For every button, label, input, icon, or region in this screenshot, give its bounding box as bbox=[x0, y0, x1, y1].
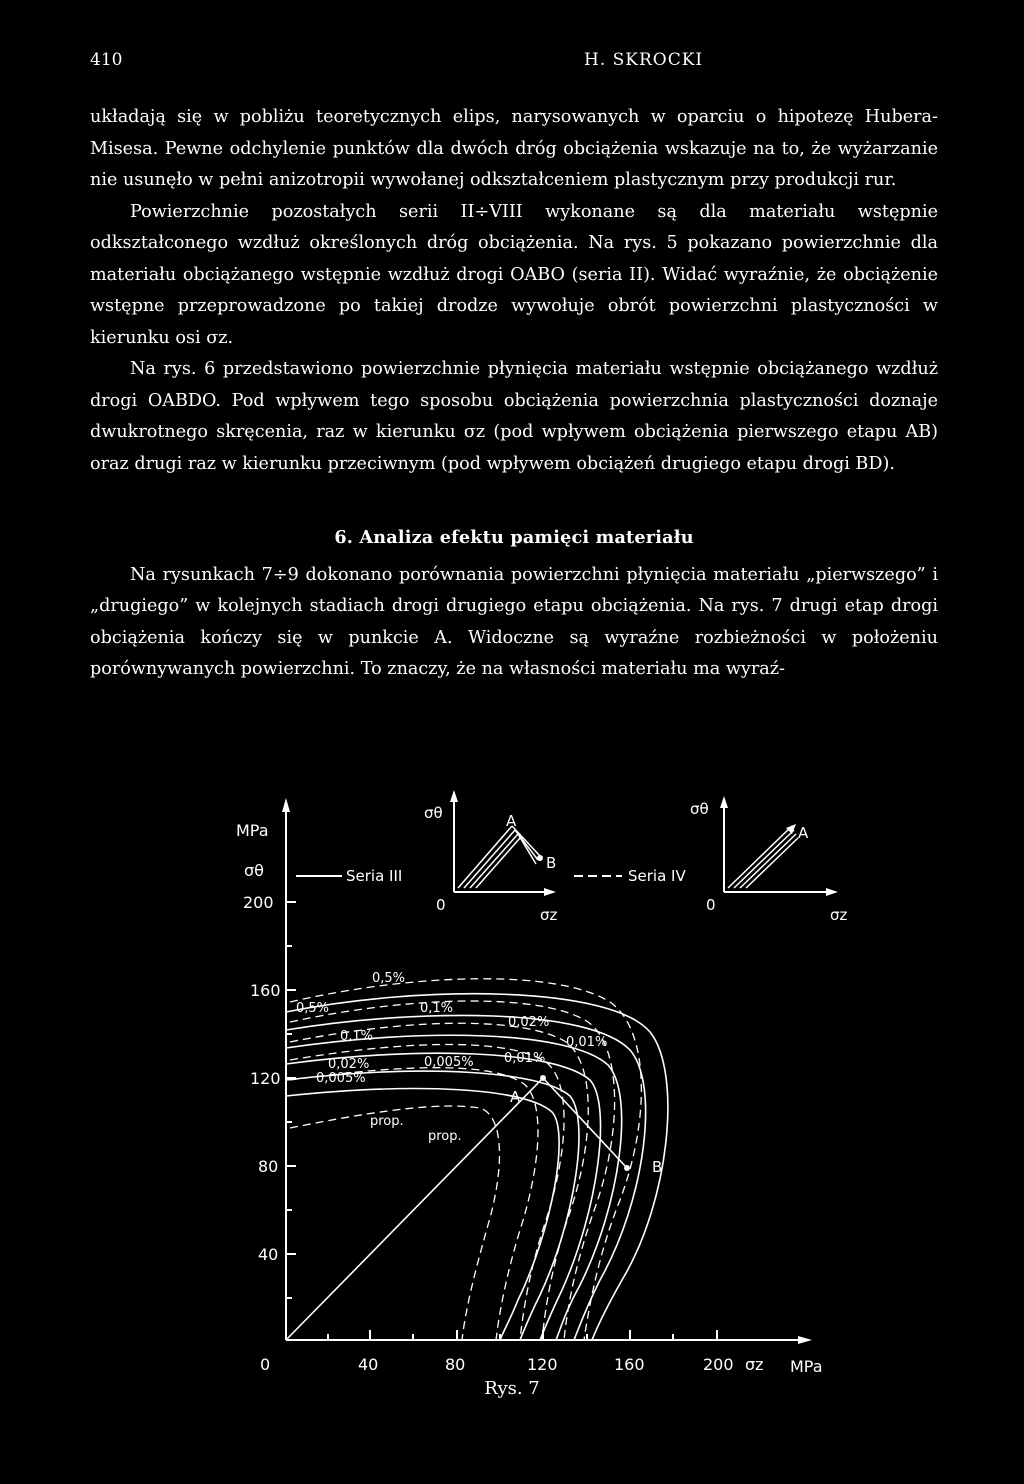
paragraph-3: Na rys. 6 przedstawiono powierzchnie płynięcia materiału wstępnie obciążanego wzdłuż drogi OABDO. Pod wpływem tego sposobu obciążenia powierzchnia plastyczności doznaje dwukrotnego skręcenia, raz w kierunku σz (pod wpływem obciążenia pierwszego etapu AB) oraz drugi raz w kierunku przeciwnym (pod wpływem obciążeń drugiego etapu drogi BD). bbox=[90, 359, 938, 474]
curve-label-2: 0,5% bbox=[296, 1001, 330, 1016]
x-tick-120: 120 bbox=[527, 1355, 558, 1374]
curve-label-9: 0,01% bbox=[504, 1051, 546, 1066]
running-head: H. SKROCKI bbox=[584, 50, 704, 70]
curve-label-8: 0,005% bbox=[424, 1055, 474, 1070]
y-tick-80: 80 bbox=[258, 1157, 279, 1176]
inset1-theta-label: σθ bbox=[424, 804, 443, 822]
inset1-point-b: B bbox=[546, 854, 557, 872]
y-unit-label: MPa bbox=[236, 821, 269, 840]
y-tick-120: 120 bbox=[250, 1069, 281, 1088]
figure-caption: Rys. 7 bbox=[484, 1378, 540, 1399]
figure-rys-7 bbox=[0, 780, 1024, 1380]
x-tick-80: 80 bbox=[445, 1355, 466, 1374]
inset2-point-a: A bbox=[798, 824, 809, 842]
page-header bbox=[88, 42, 936, 72]
point-a-marker bbox=[540, 1075, 546, 1081]
inset2-theta-label: σθ bbox=[690, 800, 709, 818]
curve-label-13: A bbox=[510, 1088, 521, 1106]
inset1-origin-label: 0 bbox=[436, 896, 446, 914]
x-unit-label: MPa bbox=[790, 1357, 823, 1376]
curve-label-14: B bbox=[652, 1158, 663, 1176]
curve-label-11: prop. bbox=[370, 1114, 404, 1129]
x-tick-0: 0 bbox=[260, 1355, 271, 1374]
legend-seria-iii: Seria III bbox=[346, 867, 403, 885]
inset-1 bbox=[424, 790, 558, 924]
curve-label-7: 0,02% bbox=[328, 1057, 370, 1072]
x-tick-40: 40 bbox=[358, 1355, 379, 1374]
paragraph-1: układają się w pobliżu teoretycznych elips, narysowanych w oparciu o hipotezę Hubera-Misesa. Pewne odchylenie punktów dla dwóch dróg obciążenia wskazuje na to, że wyżarzanie nie usunęło w pełni anizotropii wywołanej odkształceniem plastycznym przy produkcji rur. bbox=[90, 107, 938, 190]
y-tick-40: 40 bbox=[258, 1245, 279, 1264]
y-axis-arrow bbox=[282, 798, 290, 812]
inset-2 bbox=[690, 796, 848, 924]
curve-label-10: 0,005% bbox=[316, 1071, 366, 1086]
inset2-z-label: σz bbox=[830, 906, 848, 924]
body-text bbox=[90, 102, 938, 686]
page-number: 410 bbox=[90, 50, 123, 70]
inset1-z-label: σz bbox=[540, 906, 558, 924]
main-loading-path bbox=[286, 1078, 627, 1340]
curve-label-4: 0,02% bbox=[508, 1015, 550, 1030]
section-paragraph: Na rysunkach 7÷9 dokonano porównania powierzchni płynięcia materiału „pierwszego” i „drugiego” w kolejnych stadiach drogi drugiego etapu obciążenia. Na rys. 7 drugi etap drogi obciążenia kończy się w punkcie A. Widoczne są wyraźne rozbieżności w położeniu porównywanych powierzchni. To znaczy, że na własności materiału ma wyraź- bbox=[90, 564, 938, 679]
legend-seria-iv: Seria IV bbox=[628, 867, 686, 885]
inset2-origin-label: 0 bbox=[706, 896, 716, 914]
curve-label-1: 0,5% bbox=[372, 971, 406, 986]
inset1-point-a: A bbox=[506, 812, 517, 830]
x-tick-160: 160 bbox=[614, 1355, 645, 1374]
x-tick-200: 200 bbox=[703, 1355, 734, 1374]
paragraph-2: Powierzchnie pozostałych serii II÷VIII wykonane są dla materiału wstępnie odkształconego wzdłuż określonych dróg obciążenia. Na rys. 5 pokazano powierzchnie dla materiału obciążanego wstępnie wzdłuż drogi OABO (seria II). Widać wyraźnie, że obciążenie wstępne przeprowadzone po takiej drodze wywołuje obrót powierzchni plastyczności w kierunku osi σz. bbox=[90, 201, 938, 348]
point-b-marker bbox=[624, 1165, 630, 1171]
curve-label-3: 0,1% bbox=[420, 1001, 454, 1016]
x-axis-arrow bbox=[798, 1336, 812, 1344]
section-heading: 6. Analiza efektu pamięci materiału bbox=[334, 527, 694, 548]
curve-label-12: prop. bbox=[428, 1129, 462, 1144]
y-tick-160: 160 bbox=[250, 981, 281, 1000]
x-symbol-label: σz bbox=[745, 1355, 764, 1374]
curve-label-5: 0,1% bbox=[340, 1029, 374, 1044]
y-symbol-label: σθ bbox=[244, 861, 264, 880]
curve-label-6: 0,01% bbox=[566, 1035, 608, 1050]
y-tick-200: 200 bbox=[243, 893, 274, 912]
